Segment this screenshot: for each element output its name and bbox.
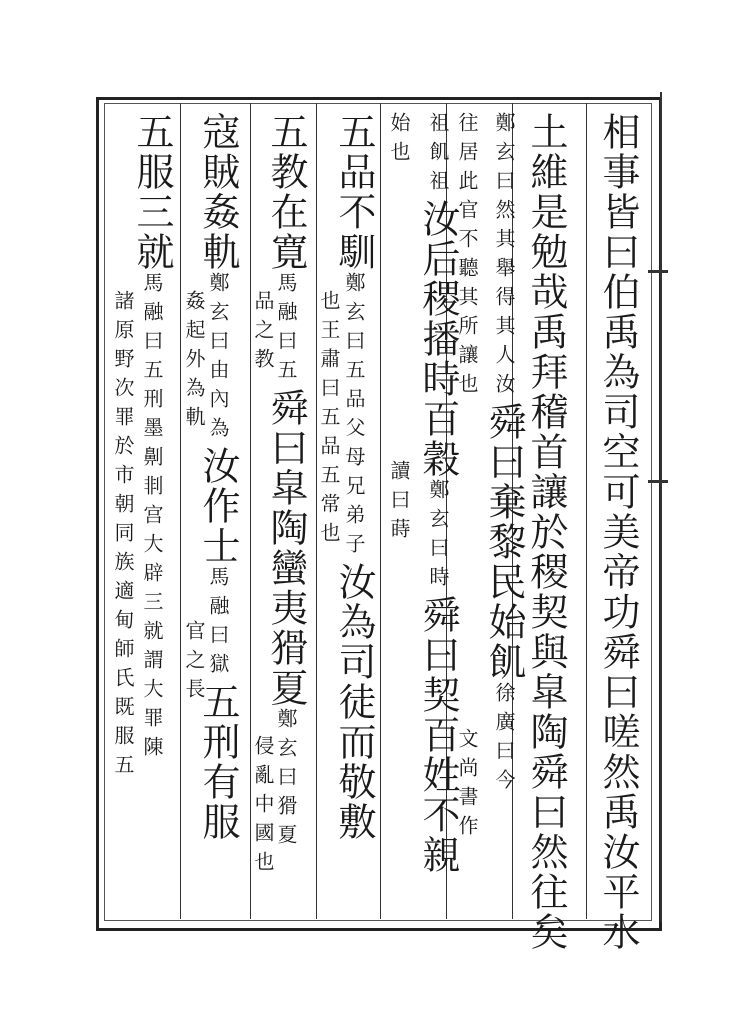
main-text: 舜曰契百姓不親 (416, 595, 460, 875)
text-column-5-left (318, 290, 340, 551)
main-text: 寇賊姦軌 (196, 112, 240, 272)
commentary-text: 姦起外為軌 (182, 290, 206, 435)
main-text: 汝為司徒而敬敷 (332, 562, 376, 842)
text-column-7 (196, 112, 240, 842)
text-column-7-left-lower (183, 620, 205, 707)
main-text: 汝作士 (196, 446, 240, 566)
page-border-inner (104, 103, 652, 921)
commentary-text: 祖飢祖 (426, 112, 450, 199)
commentary-text: 徐廣曰今 (492, 682, 516, 798)
commentary-text: 也王肅曰五品五常也 (317, 290, 341, 551)
commentary-text: 侵亂中國也 (251, 735, 275, 880)
commentary-text: 品之教 (251, 290, 275, 377)
text-column-4-right (416, 112, 460, 875)
commentary-text: 鄭玄曰五品父母兄弟子 (342, 272, 366, 562)
text-column-2 (524, 112, 568, 952)
text-column-3-right (482, 112, 526, 798)
commentary-text: 往居此官不聽其所讓也 (455, 112, 479, 402)
commentary-text: 鄭玄曰然其舉得其人汝 (492, 112, 516, 402)
main-text: 五教在寛 (264, 112, 308, 272)
commentary-text: 諸原野次罪於市朝同族適甸師氏既服五 (111, 290, 135, 783)
main-text: 土維是勉哉禹拜稽首讓於稷契與皐陶舜曰然往矣 (524, 112, 568, 952)
column-rule (180, 103, 181, 919)
margin-line (660, 92, 662, 922)
text-column-4-left (388, 112, 410, 170)
margin-mark (648, 270, 668, 273)
commentary-text: 文尚書作 (455, 728, 479, 844)
text-column-7-left (183, 290, 205, 435)
text-column-6-left-lower (252, 735, 274, 880)
main-text: 五服三就 (130, 112, 174, 272)
commentary-text: 馬融曰五刑墨劓剕宫大辟三就謂大罪陳 (140, 272, 164, 765)
text-column-4-left-lower (388, 460, 410, 547)
text-column-6-left (252, 290, 274, 377)
commentary-text: 鄭玄曰猾夏 (274, 708, 298, 853)
column-rule (586, 103, 587, 919)
main-text: 舜曰皐陶蠻夷猾夏 (264, 388, 308, 708)
column-rule (380, 103, 381, 919)
main-text: 汝后稷播時百穀 (416, 199, 460, 479)
main-text: 五品不馴 (332, 112, 376, 272)
text-column-8 (130, 112, 174, 765)
main-text: 相事皆曰伯禹為司空可美帝功舜曰嗟然禹汝平水 (596, 112, 640, 952)
commentary-text: 馬融曰五 (274, 272, 298, 388)
commentary-text: 始也 (387, 112, 411, 170)
commentary-text: 讀曰蒔 (387, 460, 411, 547)
main-text: 五刑有服 (196, 682, 240, 842)
main-text: 舜曰棄黎民始飢 (482, 402, 526, 682)
commentary-text: 馬融曰獄 (206, 566, 230, 682)
commentary-text: 鄭玄曰時 (426, 479, 450, 595)
text-column-8-left (112, 290, 134, 783)
margin-mark (648, 480, 668, 483)
commentary-text: 官之長 (182, 620, 206, 707)
text-column-1 (596, 112, 640, 952)
commentary-text: 鄭玄曰由內為 (206, 272, 230, 446)
